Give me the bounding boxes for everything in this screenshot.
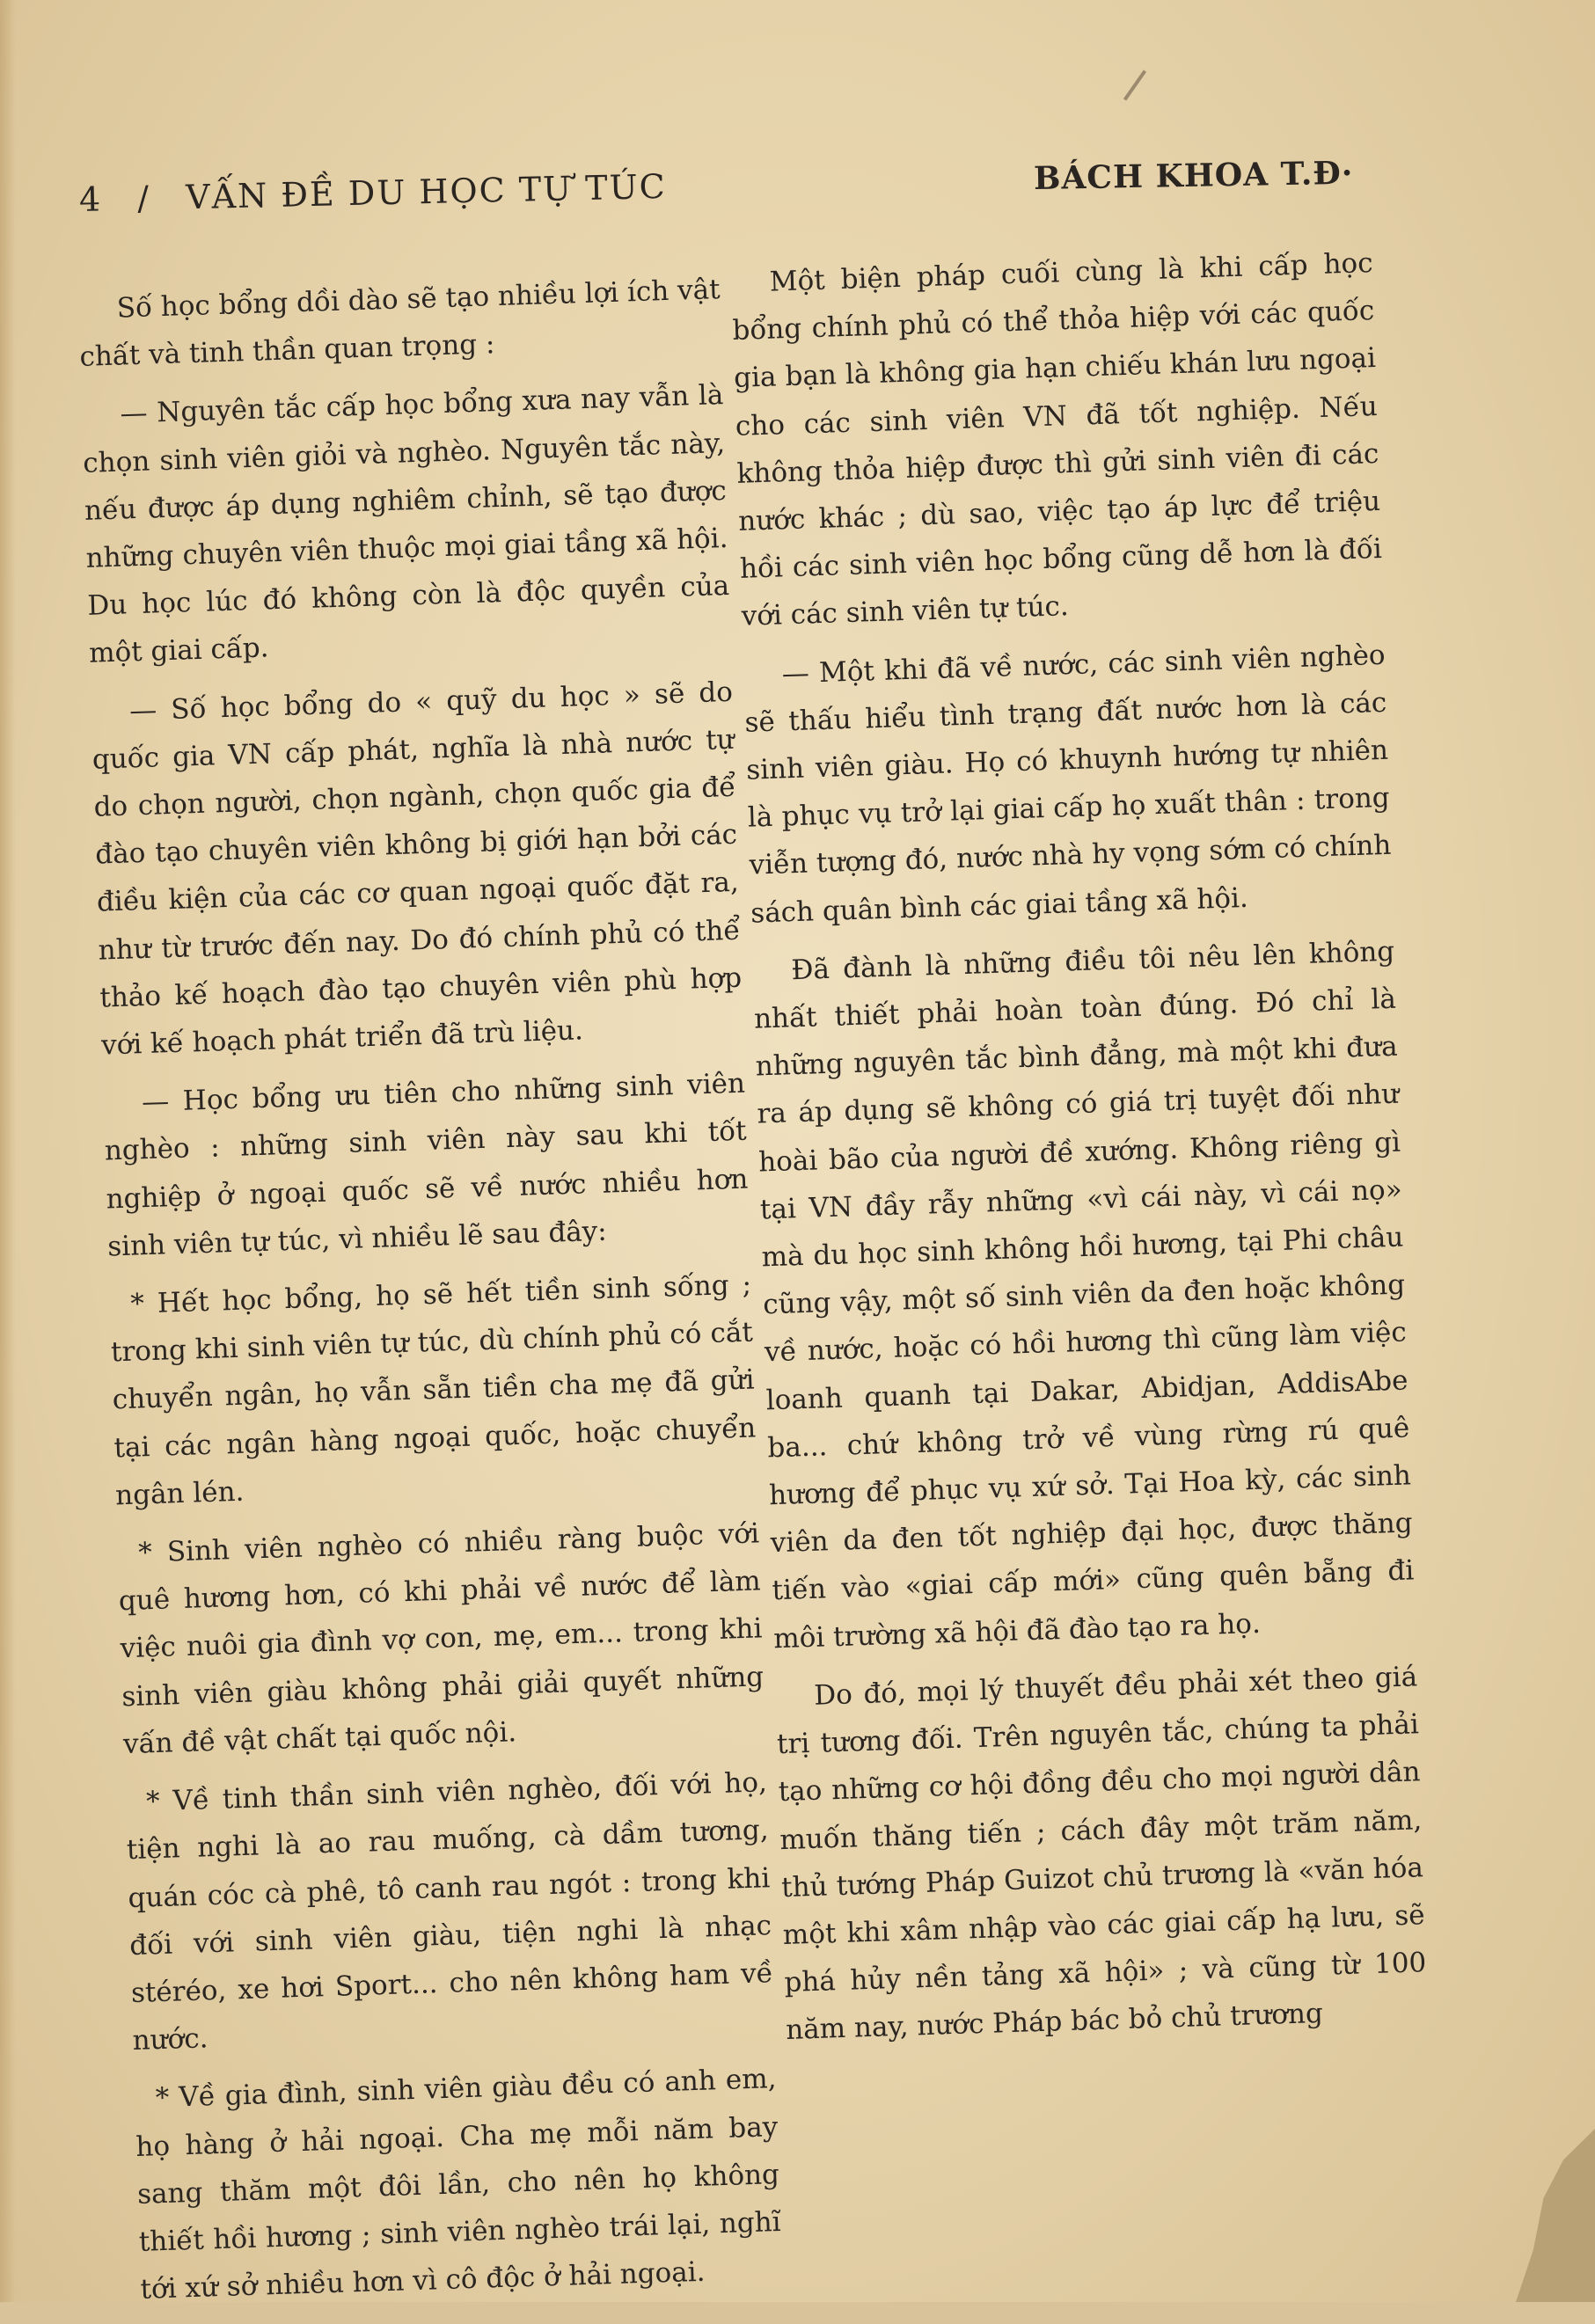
bullet-paragraph: * Về tinh thần sinh viên nghèo, đối với họ, tiện nghi là ao rau muống, cà dầm tương, quán cóc cà phê, tô canh rau ngót : trong khi đối với sinh viên giàu, tiện nghi là nhạc stéréo, xe hơi Sport... cho nên không ham về nước. [126,1766,774,2057]
left-column [77,266,783,2324]
publication-name: BÁCH KHOA T.Đ· [1033,154,1354,197]
right-column [730,239,1429,2065]
paragraph: Số học bổng dồi dào sẽ tạo nhiều lợi ích vật chất và tinh thần quan trọng : [78,274,721,374]
page-edge-shadow [0,0,16,2302]
bullet-paragraph: * Hết học bổng, họ sẽ hết tiền sinh sống ; trong khi sinh viên tự túc, dù chính phủ có cắt chuyển ngân, họ vẫn sẵn tiền cha mẹ đã gửi tại các ngân hàng ngoại quốc, hoặc chuyển ngân lén. [110,1268,757,1512]
bullet-paragraph: * Sinh viên nghèo có nhiều ràng buộc với quê hương hơn, có khi phải về nước để làm việc nuôi gia đình vợ con, mẹ, em... trong khi sinh viên giàu không phải giải quyết những vấn đề vật chất tại quốc nội. [118,1517,765,1761]
running-header-left [79,167,668,219]
paragraph: — Học bổng ưu tiên cho những sinh viên nghèo : những sinh viên này sau khi tốt nghiệp ở ngoại quốc sẽ về nước nhiều hơn sinh viên tự túc, vì nhiều lẽ sau đây: [104,1067,749,1263]
header-separator: / [136,179,151,218]
paragraph: Một biện pháp cuối cùng là khi cấp học bổng chính phủ có thể thỏa hiệp với các quốc gia bạn là không gia hạn chiếu khán lưu ngoại cho các sinh viên VN đã tốt nghiệp. Nếu không thỏa hiệp được thì gửi sinh viên đi các nước khác ; dù sao, việc tạo áp lực để triệu hồi các sinh viên học bổng cũng dễ hơn là đối với các sinh viên tự túc. [731,247,1383,633]
paragraph: — Số học bổng do « quỹ du học » sẽ do quốc gia VN cấp phát, nghĩa là nhà nước tự do chọn người, chọn ngành, chọn quốc gia để đào tạo chuyên viên không bị giới hạn bởi các điều kiện của các cơ quan ngoại quốc đặt ra, như từ trước đến nay. Do đó chính phủ có thể thảo kế hoạch đào tạo chuyên viên phù hợp với kế hoạch phát triển đã trù liệu. [91,676,743,1062]
paragraph: Do đó, mọi lý thuyết đều phải xét theo giá trị tương đối. Trên nguyên tắc, chúng ta phải tạo những cơ hội đồng đều cho mọi người dân muốn thăng tiến ; cách đây một trăm năm, thủ tướng Pháp Guizot chủ trương là «văn hóa một khi xâm nhập vào các giai cấp hạ lưu, sẽ phá hủy nền tảng xã hội» ; và cũng từ 100 năm nay, nước Pháp bác bỏ chủ trương [776,1661,1427,2047]
torn-corner [1516,2129,1595,2302]
bullet-paragraph: * Về gia đình, sinh viên giàu đều có anh em, họ hàng ở hải ngoại. Cha mẹ mỗi năm bay sang thăm một đôi lần, cho nên họ không thiết hồi hương ; sinh viên nghèo trái lại, nghĩ tới xứ sở nhiều hơn vì cô độc ở hải ngoại. [135,2063,782,2306]
paragraph: — Một khi đã về nước, các sinh viên nghèo sẽ thấu hiểu tình trạng đất nước hơn là các sinh viên giàu. Họ có khuynh hướng tự nhiên là phục vụ trở lại giai cấp họ xuất thân : trong viễn tượng đó, nước nhà hy vọng sớm có chính sách quân bình các giai tầng xã hội. [743,639,1392,930]
pencil-mark [1123,69,1146,100]
paragraph: — Nguyên tắc cấp học bổng xưa nay vẫn là chọn sinh viên giỏi và nghèo. Nguyên tắc này, nếu được áp dụng nghiêm chỉnh, sẽ tạo được những chuyên viên thuộc mọi giai tầng xã hội. Du học lúc đó không còn là độc quyền của một giai cấp. [82,379,730,670]
page-number: 4 [78,179,103,219]
paragraph: Đã đành là những điều tôi nêu lên không nhất thiết phải hoàn toàn đúng. Đó chỉ là những nguyên tắc bình đẳng, mà một khi đưa ra áp dụng sẽ không có giá trị tuyệt đối như hoài bão của người đề xướng. Không riêng gì tại VN đầy rẫy những «vì cái này, vì cái nọ» mà du học sinh không hồi hương, tại Phi châu cũng vậy, một số sinh viên da đen hoặc không về nước, hoặc có hồi hương thì cũng làm việc loanh quanh tại Dakar, Abidjan, AddisAbe ba... chứ không trở về vùng rừng rú quê hương để phục vụ xứ sở. Tại Hoa kỳ, các sinh viên da đen tốt nghiệp đại học, được thăng tiến vào «giai cấp mới» cũng quên bẵng đi môi trường xã hội đã đào tạo ra họ. [753,935,1415,1655]
section-title: VẤN ĐỀ DU HỌC TỰ TÚC [185,166,668,217]
